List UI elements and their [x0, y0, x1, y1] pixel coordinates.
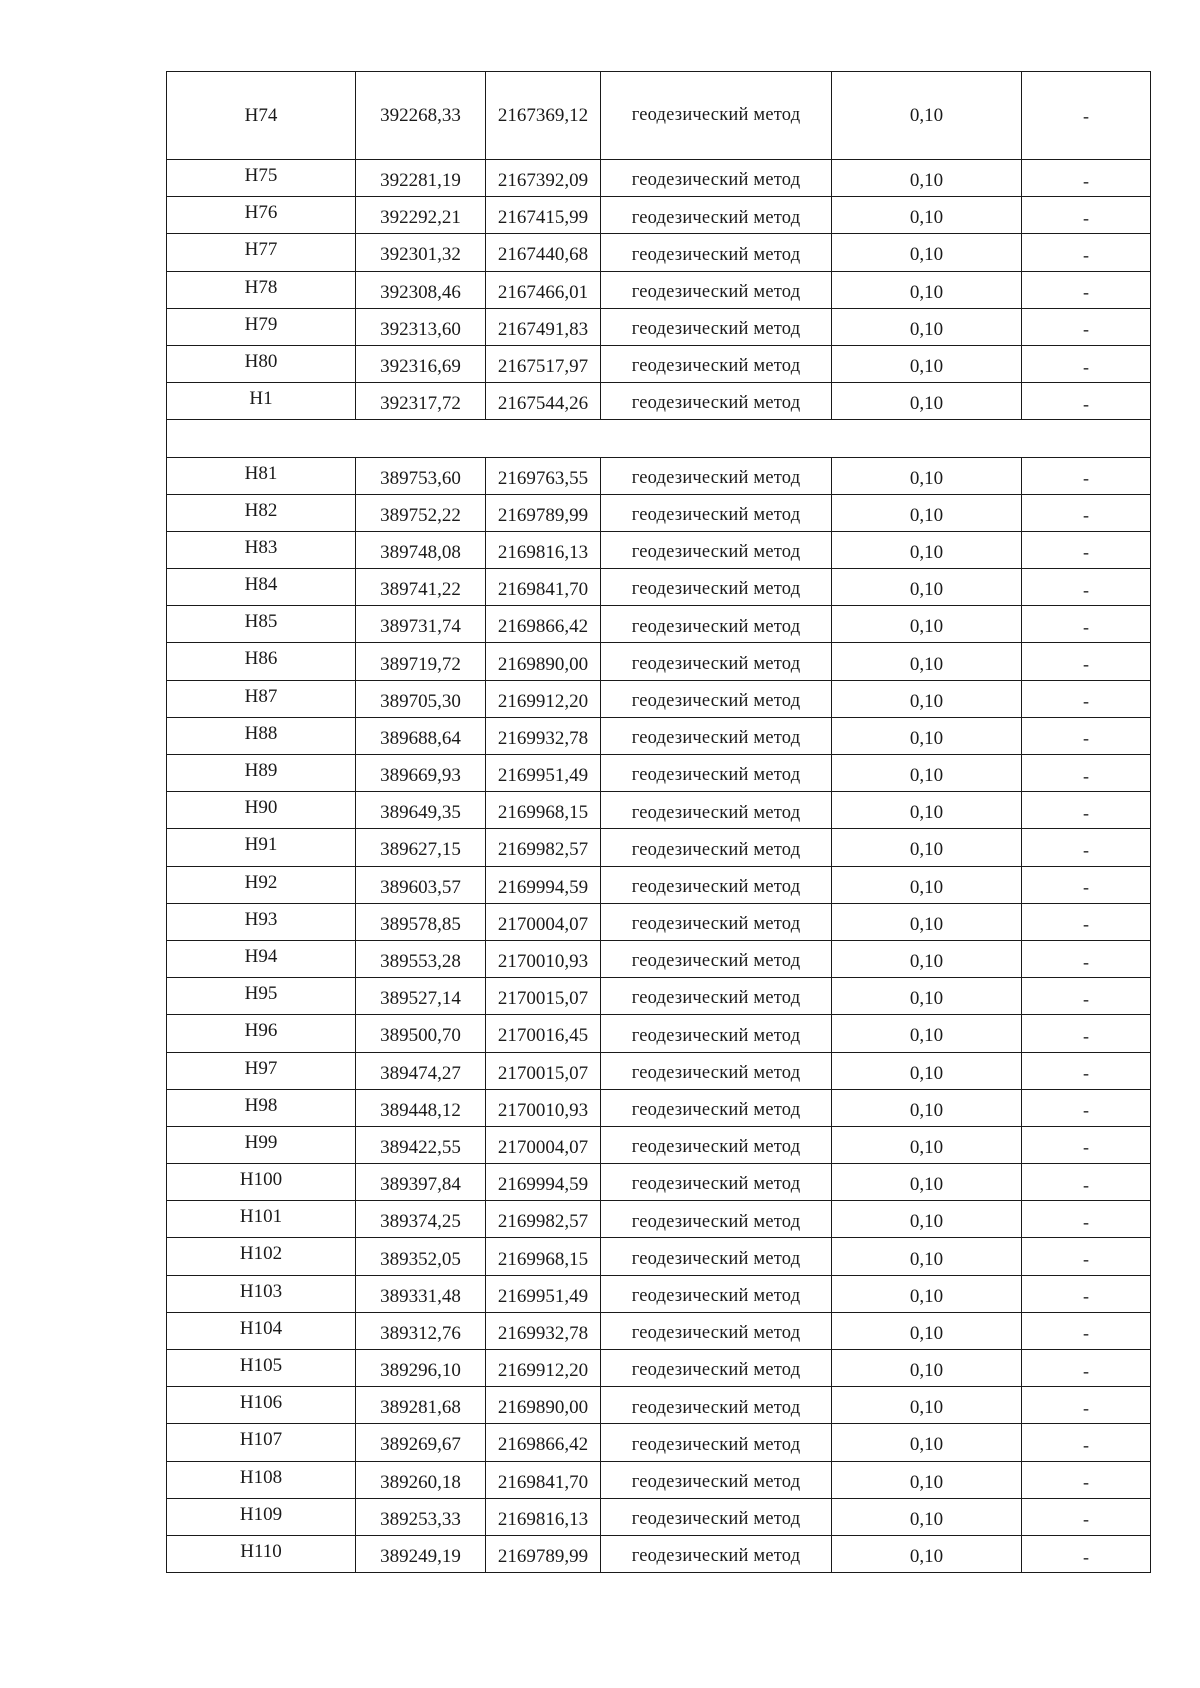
error-cell: 0,10 — [832, 606, 1022, 643]
table-row — [167, 345, 1151, 382]
point-id-cell: Н110 — [167, 1535, 356, 1572]
y-coordinate-cell: 2169932,78 — [486, 1312, 601, 1349]
y-coordinate-cell: 2169968,15 — [486, 1238, 601, 1275]
x-coordinate-cell: 389500,70 — [356, 1015, 486, 1052]
x-coordinate-cell: 392268,33 — [356, 72, 486, 160]
error-cell: 0,10 — [832, 717, 1022, 754]
note-cell: - — [1022, 606, 1151, 643]
point-id-cell: Н80 — [167, 345, 356, 382]
note-cell: - — [1022, 271, 1151, 308]
note-cell: - — [1022, 829, 1151, 866]
method-cell: геодезический метод — [601, 1126, 832, 1163]
table-row — [167, 1052, 1151, 1089]
note-cell: - — [1022, 234, 1151, 271]
y-coordinate-cell: 2169982,57 — [486, 829, 601, 866]
y-coordinate-cell: 2167392,09 — [486, 160, 601, 197]
method-cell: геодезический метод — [601, 1312, 832, 1349]
method-cell: геодезический метод — [601, 1238, 832, 1275]
method-cell: геодезический метод — [601, 308, 832, 345]
method-cell: геодезический метод — [601, 1498, 832, 1535]
x-coordinate-cell: 389752,22 — [356, 494, 486, 531]
method-cell: геодезический метод — [601, 978, 832, 1015]
error-cell: 0,10 — [832, 978, 1022, 1015]
error-cell: 0,10 — [832, 1052, 1022, 1089]
point-id-cell: Н104 — [167, 1312, 356, 1349]
method-cell: геодезический метод — [601, 680, 832, 717]
method-cell: геодезический метод — [601, 494, 832, 531]
method-cell: геодезический метод — [601, 1424, 832, 1461]
method-cell: геодезический метод — [601, 457, 832, 494]
error-cell: 0,10 — [832, 1387, 1022, 1424]
note-cell: - — [1022, 1312, 1151, 1349]
error-cell: 0,10 — [832, 1312, 1022, 1349]
y-coordinate-cell: 2169816,13 — [486, 531, 601, 568]
note-cell: - — [1022, 1387, 1151, 1424]
table-row — [167, 1387, 1151, 1424]
method-cell: геодезический метод — [601, 1089, 832, 1126]
x-coordinate-cell: 389741,22 — [356, 569, 486, 606]
note-cell: - — [1022, 345, 1151, 382]
error-cell: 0,10 — [832, 345, 1022, 382]
error-cell: 0,10 — [832, 792, 1022, 829]
note-cell: - — [1022, 643, 1151, 680]
error-cell: 0,10 — [832, 234, 1022, 271]
error-cell: 0,10 — [832, 1424, 1022, 1461]
y-coordinate-cell: 2170015,07 — [486, 978, 601, 1015]
table-row — [167, 271, 1151, 308]
y-coordinate-cell: 2170010,93 — [486, 940, 601, 977]
note-cell: - — [1022, 531, 1151, 568]
table-row — [167, 383, 1151, 420]
x-coordinate-cell: 389249,19 — [356, 1535, 486, 1572]
note-cell: - — [1022, 1498, 1151, 1535]
coordinates-table — [166, 71, 1151, 1573]
table-row — [167, 1498, 1151, 1535]
method-cell: геодезический метод — [601, 569, 832, 606]
point-id-cell: Н89 — [167, 755, 356, 792]
point-id-cell: Н97 — [167, 1052, 356, 1089]
table-row — [167, 308, 1151, 345]
note-cell: - — [1022, 569, 1151, 606]
y-coordinate-cell: 2169951,49 — [486, 755, 601, 792]
note-cell: - — [1022, 717, 1151, 754]
coordinates-table-body — [167, 72, 1151, 1573]
error-cell: 0,10 — [832, 866, 1022, 903]
table-row — [167, 1164, 1151, 1201]
point-id-cell: Н91 — [167, 829, 356, 866]
table-row — [167, 903, 1151, 940]
method-cell: геодезический метод — [601, 1164, 832, 1201]
point-id-cell: Н103 — [167, 1275, 356, 1312]
y-coordinate-cell: 2170004,07 — [486, 1126, 601, 1163]
y-coordinate-cell: 2169994,59 — [486, 1164, 601, 1201]
y-coordinate-cell: 2169866,42 — [486, 1424, 601, 1461]
point-id-cell: Н109 — [167, 1498, 356, 1535]
note-cell: - — [1022, 457, 1151, 494]
error-cell: 0,10 — [832, 308, 1022, 345]
note-cell: - — [1022, 940, 1151, 977]
x-coordinate-cell: 392313,60 — [356, 308, 486, 345]
error-cell: 0,10 — [832, 940, 1022, 977]
y-coordinate-cell: 2169890,00 — [486, 643, 601, 680]
x-coordinate-cell: 389748,08 — [356, 531, 486, 568]
error-cell: 0,10 — [832, 1238, 1022, 1275]
y-coordinate-cell: 2169994,59 — [486, 866, 601, 903]
note-cell: - — [1022, 494, 1151, 531]
point-id-cell: Н77 — [167, 234, 356, 271]
table-row — [167, 829, 1151, 866]
point-id-cell: Н82 — [167, 494, 356, 531]
x-coordinate-cell: 389731,74 — [356, 606, 486, 643]
error-cell: 0,10 — [832, 1535, 1022, 1572]
note-cell: - — [1022, 1126, 1151, 1163]
note-cell: - — [1022, 72, 1151, 160]
y-coordinate-cell: 2169841,70 — [486, 569, 601, 606]
note-cell: - — [1022, 978, 1151, 1015]
method-cell: геодезический метод — [601, 531, 832, 568]
note-cell: - — [1022, 160, 1151, 197]
table-row — [167, 1350, 1151, 1387]
method-cell: геодезический метод — [601, 903, 832, 940]
point-id-cell: Н99 — [167, 1126, 356, 1163]
y-coordinate-cell: 2169968,15 — [486, 792, 601, 829]
x-coordinate-cell: 389331,48 — [356, 1275, 486, 1312]
method-cell: геодезический метод — [601, 383, 832, 420]
note-cell: - — [1022, 1201, 1151, 1238]
table-row — [167, 1312, 1151, 1349]
x-coordinate-cell: 392281,19 — [356, 160, 486, 197]
group-separator-cell — [167, 420, 1151, 457]
x-coordinate-cell: 389448,12 — [356, 1089, 486, 1126]
point-id-cell: Н83 — [167, 531, 356, 568]
note-cell: - — [1022, 1535, 1151, 1572]
point-id-cell: Н84 — [167, 569, 356, 606]
method-cell: геодезический метод — [601, 234, 832, 271]
x-coordinate-cell: 389352,05 — [356, 1238, 486, 1275]
table-row — [167, 531, 1151, 568]
y-coordinate-cell: 2169816,13 — [486, 1498, 601, 1535]
error-cell: 0,10 — [832, 829, 1022, 866]
point-id-cell: Н87 — [167, 680, 356, 717]
y-coordinate-cell: 2167369,12 — [486, 72, 601, 160]
x-coordinate-cell: 389553,28 — [356, 940, 486, 977]
point-id-cell: Н75 — [167, 160, 356, 197]
error-cell: 0,10 — [832, 1201, 1022, 1238]
point-id-cell: Н78 — [167, 271, 356, 308]
point-id-cell: Н105 — [167, 1350, 356, 1387]
x-coordinate-cell: 389374,25 — [356, 1201, 486, 1238]
note-cell: - — [1022, 1275, 1151, 1312]
error-cell: 0,10 — [832, 160, 1022, 197]
error-cell: 0,10 — [832, 197, 1022, 234]
table-row — [167, 866, 1151, 903]
x-coordinate-cell: 392308,46 — [356, 271, 486, 308]
point-id-cell: Н100 — [167, 1164, 356, 1201]
note-cell: - — [1022, 1015, 1151, 1052]
table-row — [167, 72, 1151, 160]
y-coordinate-cell: 2169982,57 — [486, 1201, 601, 1238]
point-id-cell: Н106 — [167, 1387, 356, 1424]
point-id-cell: Н98 — [167, 1089, 356, 1126]
y-coordinate-cell: 2169951,49 — [486, 1275, 601, 1312]
y-coordinate-cell: 2169912,20 — [486, 680, 601, 717]
note-cell: - — [1022, 197, 1151, 234]
note-cell: - — [1022, 1089, 1151, 1126]
y-coordinate-cell: 2169912,20 — [486, 1350, 601, 1387]
table-row — [167, 457, 1151, 494]
table-row — [167, 569, 1151, 606]
method-cell: геодезический метод — [601, 1387, 832, 1424]
note-cell: - — [1022, 792, 1151, 829]
error-cell: 0,10 — [832, 72, 1022, 160]
error-cell: 0,10 — [832, 457, 1022, 494]
table-row — [167, 1089, 1151, 1126]
note-cell: - — [1022, 1424, 1151, 1461]
error-cell: 0,10 — [832, 1498, 1022, 1535]
x-coordinate-cell: 392301,32 — [356, 234, 486, 271]
y-coordinate-cell: 2170015,07 — [486, 1052, 601, 1089]
table-row — [167, 643, 1151, 680]
note-cell: - — [1022, 866, 1151, 903]
method-cell: геодезический метод — [601, 271, 832, 308]
method-cell: геодезический метод — [601, 160, 832, 197]
error-cell: 0,10 — [832, 680, 1022, 717]
method-cell: геодезический метод — [601, 1015, 832, 1052]
table-row — [167, 1424, 1151, 1461]
note-cell: - — [1022, 903, 1151, 940]
error-cell: 0,10 — [832, 531, 1022, 568]
x-coordinate-cell: 389719,72 — [356, 643, 486, 680]
table-row — [167, 1535, 1151, 1572]
x-coordinate-cell: 389296,10 — [356, 1350, 486, 1387]
note-cell: - — [1022, 1052, 1151, 1089]
y-coordinate-cell: 2170010,93 — [486, 1089, 601, 1126]
method-cell: геодезический метод — [601, 72, 832, 160]
note-cell: - — [1022, 1350, 1151, 1387]
table-row — [167, 1275, 1151, 1312]
table-row — [167, 978, 1151, 1015]
point-id-cell: Н76 — [167, 197, 356, 234]
method-cell: геодезический метод — [601, 717, 832, 754]
x-coordinate-cell: 389603,57 — [356, 866, 486, 903]
x-coordinate-cell: 392316,69 — [356, 345, 486, 382]
y-coordinate-cell: 2169763,55 — [486, 457, 601, 494]
error-cell: 0,10 — [832, 569, 1022, 606]
error-cell: 0,10 — [832, 903, 1022, 940]
point-id-cell: Н94 — [167, 940, 356, 977]
method-cell: геодезический метод — [601, 643, 832, 680]
point-id-cell: Н108 — [167, 1461, 356, 1498]
point-id-cell: Н86 — [167, 643, 356, 680]
point-id-cell: Н90 — [167, 792, 356, 829]
y-coordinate-cell: 2167491,83 — [486, 308, 601, 345]
point-id-cell: Н101 — [167, 1201, 356, 1238]
point-id-cell: Н1 — [167, 383, 356, 420]
group-separator-row — [167, 420, 1151, 457]
table-row — [167, 1238, 1151, 1275]
y-coordinate-cell: 2169890,00 — [486, 1387, 601, 1424]
y-coordinate-cell: 2167415,99 — [486, 197, 601, 234]
table-row — [167, 755, 1151, 792]
method-cell: геодезический метод — [601, 940, 832, 977]
table-row — [167, 1015, 1151, 1052]
table-row — [167, 606, 1151, 643]
x-coordinate-cell: 389269,67 — [356, 1424, 486, 1461]
x-coordinate-cell: 389397,84 — [356, 1164, 486, 1201]
table-row — [167, 717, 1151, 754]
method-cell: геодезический метод — [601, 829, 832, 866]
x-coordinate-cell: 389688,64 — [356, 717, 486, 754]
note-cell: - — [1022, 1461, 1151, 1498]
point-id-cell: Н85 — [167, 606, 356, 643]
x-coordinate-cell: 389753,60 — [356, 457, 486, 494]
method-cell: геодезический метод — [601, 1201, 832, 1238]
point-id-cell: Н92 — [167, 866, 356, 903]
y-coordinate-cell: 2167517,97 — [486, 345, 601, 382]
x-coordinate-cell: 389627,15 — [356, 829, 486, 866]
x-coordinate-cell: 389669,93 — [356, 755, 486, 792]
x-coordinate-cell: 392292,21 — [356, 197, 486, 234]
error-cell: 0,10 — [832, 1275, 1022, 1312]
x-coordinate-cell: 389474,27 — [356, 1052, 486, 1089]
method-cell: геодезический метод — [601, 345, 832, 382]
table-row — [167, 680, 1151, 717]
note-cell: - — [1022, 383, 1151, 420]
error-cell: 0,10 — [832, 1126, 1022, 1163]
method-cell: геодезический метод — [601, 606, 832, 643]
y-coordinate-cell: 2170004,07 — [486, 903, 601, 940]
x-coordinate-cell: 392317,72 — [356, 383, 486, 420]
method-cell: геодезический метод — [601, 1535, 832, 1572]
table-row — [167, 494, 1151, 531]
method-cell: геодезический метод — [601, 1350, 832, 1387]
point-id-cell: Н74 — [167, 72, 356, 160]
x-coordinate-cell: 389649,35 — [356, 792, 486, 829]
point-id-cell: Н96 — [167, 1015, 356, 1052]
table-row — [167, 160, 1151, 197]
x-coordinate-cell: 389281,68 — [356, 1387, 486, 1424]
x-coordinate-cell: 389260,18 — [356, 1461, 486, 1498]
y-coordinate-cell: 2169866,42 — [486, 606, 601, 643]
error-cell: 0,10 — [832, 494, 1022, 531]
x-coordinate-cell: 389578,85 — [356, 903, 486, 940]
note-cell: - — [1022, 308, 1151, 345]
table-row — [167, 1201, 1151, 1238]
note-cell: - — [1022, 1164, 1151, 1201]
method-cell: геодезический метод — [601, 1052, 832, 1089]
error-cell: 0,10 — [832, 1164, 1022, 1201]
point-id-cell: Н93 — [167, 903, 356, 940]
y-coordinate-cell: 2169841,70 — [486, 1461, 601, 1498]
y-coordinate-cell: 2167466,01 — [486, 271, 601, 308]
table-row — [167, 1126, 1151, 1163]
error-cell: 0,10 — [832, 1015, 1022, 1052]
x-coordinate-cell: 389312,76 — [356, 1312, 486, 1349]
method-cell: геодезический метод — [601, 866, 832, 903]
x-coordinate-cell: 389253,33 — [356, 1498, 486, 1535]
y-coordinate-cell: 2169932,78 — [486, 717, 601, 754]
note-cell: - — [1022, 680, 1151, 717]
table-row — [167, 940, 1151, 977]
point-id-cell: Н107 — [167, 1424, 356, 1461]
point-id-cell: Н102 — [167, 1238, 356, 1275]
method-cell: геодезический метод — [601, 755, 832, 792]
y-coordinate-cell: 2167544,26 — [486, 383, 601, 420]
method-cell: геодезический метод — [601, 792, 832, 829]
error-cell: 0,10 — [832, 1461, 1022, 1498]
point-id-cell: Н79 — [167, 308, 356, 345]
x-coordinate-cell: 389705,30 — [356, 680, 486, 717]
method-cell: геодезический метод — [601, 1275, 832, 1312]
table-row — [167, 792, 1151, 829]
method-cell: геодезический метод — [601, 1461, 832, 1498]
error-cell: 0,10 — [832, 271, 1022, 308]
x-coordinate-cell: 389422,55 — [356, 1126, 486, 1163]
table-row — [167, 197, 1151, 234]
error-cell: 0,10 — [832, 755, 1022, 792]
y-coordinate-cell: 2170016,45 — [486, 1015, 601, 1052]
point-id-cell: Н81 — [167, 457, 356, 494]
table-row — [167, 234, 1151, 271]
y-coordinate-cell: 2167440,68 — [486, 234, 601, 271]
table-row — [167, 1461, 1151, 1498]
error-cell: 0,10 — [832, 1350, 1022, 1387]
point-id-cell: Н95 — [167, 978, 356, 1015]
error-cell: 0,10 — [832, 1089, 1022, 1126]
error-cell: 0,10 — [832, 383, 1022, 420]
point-id-cell: Н88 — [167, 717, 356, 754]
note-cell: - — [1022, 755, 1151, 792]
x-coordinate-cell: 389527,14 — [356, 978, 486, 1015]
error-cell: 0,10 — [832, 643, 1022, 680]
note-cell: - — [1022, 1238, 1151, 1275]
y-coordinate-cell: 2169789,99 — [486, 1535, 601, 1572]
y-coordinate-cell: 2169789,99 — [486, 494, 601, 531]
method-cell: геодезический метод — [601, 197, 832, 234]
